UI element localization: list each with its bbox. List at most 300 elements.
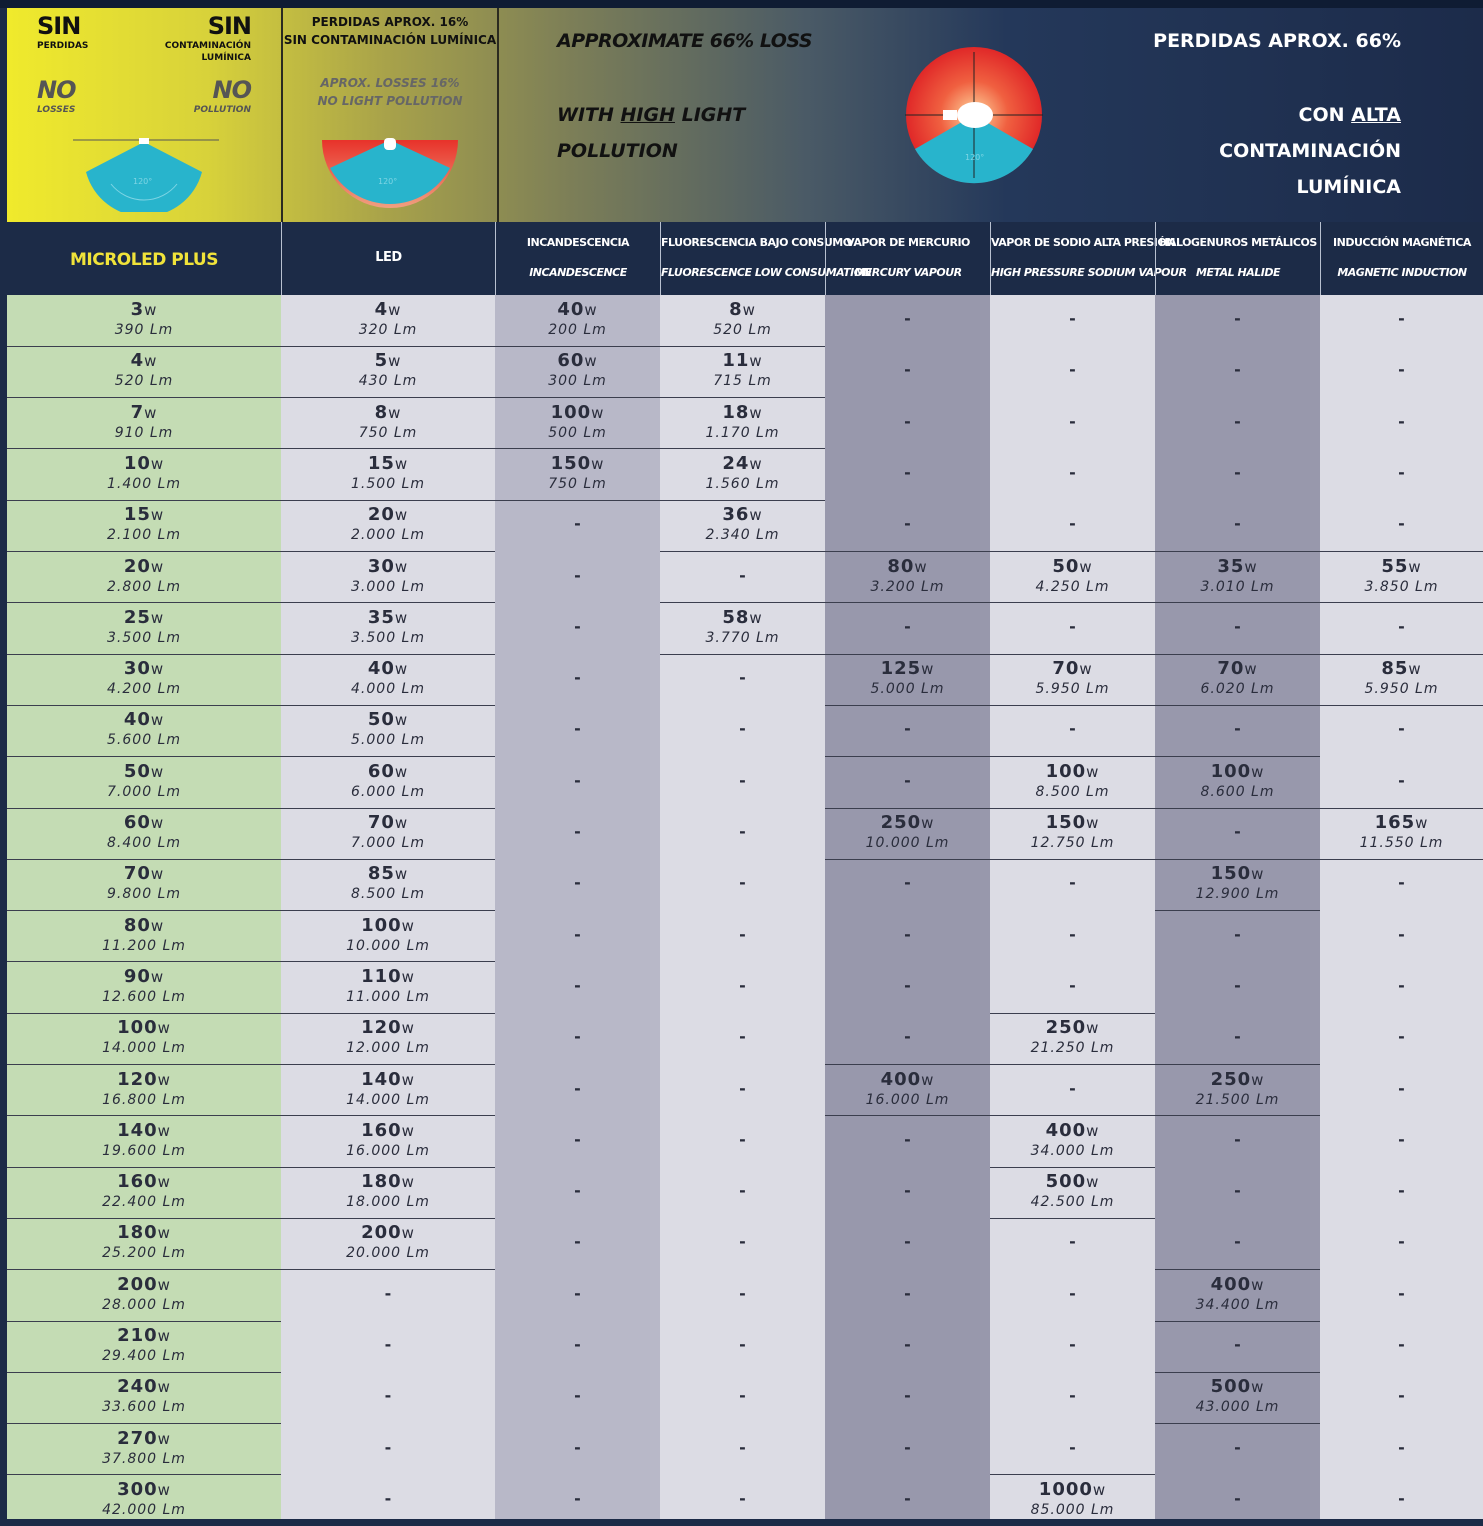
table-cell — [825, 398, 990, 449]
empty-value: - — [1398, 975, 1405, 995]
row-divider — [990, 1013, 1155, 1014]
table-cell — [1320, 808, 1483, 859]
wattage: 120w — [117, 1068, 171, 1090]
empty-value: - — [1069, 616, 1076, 636]
wattage: 10w — [123, 452, 165, 474]
row-divider — [825, 654, 990, 655]
row-divider — [990, 1167, 1155, 1168]
pollution-label: POLLUTION — [193, 105, 251, 115]
lumens: 3.500 Lm — [107, 629, 181, 646]
table-cell — [7, 1270, 281, 1321]
lumens: 16.000 Lm — [865, 1091, 950, 1108]
empty-value: - — [384, 1283, 392, 1303]
lumens: 1.400 Lm — [107, 475, 181, 492]
table-cell — [1320, 449, 1483, 500]
banner-no-losses — [7, 8, 281, 222]
empty-value: - — [739, 1027, 746, 1047]
lumens: 11.200 Lm — [102, 937, 186, 954]
lumens: 34.000 Lm — [1030, 1142, 1115, 1159]
lamp-beam-partial-icon — [320, 134, 460, 210]
header-sublabel: METAL HALIDE — [1196, 266, 1280, 279]
table-cell — [990, 1167, 1155, 1218]
empty-value: - — [384, 1488, 392, 1508]
table-cell — [281, 962, 495, 1013]
table-cell — [495, 449, 660, 500]
row-divider — [7, 1372, 281, 1373]
table-cell — [495, 1167, 660, 1218]
table-cell — [1155, 705, 1320, 756]
empty-value: - — [1234, 1027, 1241, 1047]
empty-value: - — [1398, 411, 1405, 431]
wattage: 15w — [367, 452, 409, 474]
table-cell — [281, 552, 495, 603]
row-divider — [1155, 1321, 1320, 1322]
row-divider — [1155, 551, 1320, 552]
empty-value: - — [739, 1129, 746, 1149]
wattage: 160w — [361, 1119, 415, 1141]
lumens: 750 Lm — [358, 424, 418, 441]
row-divider — [1155, 1423, 1320, 1424]
table-cell — [1320, 1218, 1483, 1269]
table-cell — [1155, 295, 1320, 346]
row-divider — [281, 397, 495, 398]
empty-value: - — [574, 924, 581, 944]
wattage: 85w — [367, 863, 409, 885]
table-cell — [281, 1372, 495, 1423]
wattage: 25w — [123, 606, 165, 628]
row-divider — [1155, 756, 1320, 757]
empty-value: - — [1398, 1078, 1405, 1098]
en-line1: APPROXIMATE 66% LOSS — [557, 30, 813, 52]
row-divider — [1155, 808, 1320, 809]
row-divider — [990, 551, 1155, 552]
row-divider — [7, 1115, 281, 1116]
row-divider — [495, 397, 660, 398]
lumens: 3.850 Lm — [1364, 578, 1439, 595]
row-divider — [7, 602, 281, 603]
row-divider — [281, 910, 495, 911]
table-cell — [281, 398, 495, 449]
empty-value: - — [904, 462, 911, 482]
empty-value: - — [739, 1488, 746, 1508]
table-cell — [7, 1167, 281, 1218]
column-header-led — [281, 222, 495, 295]
table-cell — [1320, 603, 1483, 654]
table-cell — [1155, 603, 1320, 654]
lumens: 43.000 Lm — [1195, 1399, 1280, 1416]
row-divider — [990, 859, 1155, 860]
table-cell — [825, 757, 990, 808]
table-cell — [825, 295, 990, 346]
wattage: 200w — [117, 1273, 171, 1295]
table-cell — [1155, 1475, 1320, 1526]
table-cell — [7, 603, 281, 654]
lumens: 390 Lm — [114, 322, 174, 338]
table-cell — [1320, 859, 1483, 910]
table-cell — [495, 808, 660, 859]
table-cell — [495, 1116, 660, 1167]
column-header-sodio — [990, 222, 1187, 295]
lumens: 2.000 Lm — [351, 527, 425, 544]
row-divider — [281, 808, 495, 809]
empty-value: - — [739, 924, 746, 944]
table-cell — [7, 1475, 281, 1526]
banner-66-loss — [497, 8, 1483, 222]
table-cell — [281, 1116, 495, 1167]
lumens: 11.000 Lm — [346, 988, 430, 1005]
empty-value: - — [574, 1386, 581, 1406]
wattage: 400w — [1210, 1273, 1265, 1295]
row-divider — [7, 397, 281, 398]
empty-value: - — [739, 873, 746, 893]
table-cell — [990, 1013, 1155, 1064]
row-divider — [495, 448, 660, 449]
empty-value: - — [574, 1129, 581, 1149]
table-cell — [660, 911, 825, 962]
empty-value: - — [1398, 1232, 1405, 1252]
empty-value: - — [574, 873, 581, 893]
row-divider — [7, 961, 281, 962]
lumens: 12.900 Lm — [1195, 886, 1280, 903]
table-cell — [825, 500, 990, 551]
row-divider — [1155, 910, 1320, 911]
table-cell — [7, 295, 281, 346]
empty-value: - — [1398, 1181, 1405, 1201]
row-divider — [7, 1013, 281, 1014]
row-divider — [1155, 602, 1320, 603]
row-divider — [281, 705, 495, 706]
empty-value: - — [1398, 360, 1405, 380]
table-cell — [990, 1424, 1155, 1475]
en-high: HIGH — [620, 104, 675, 126]
lumens: 42.000 Lm — [102, 1501, 186, 1518]
row-divider — [825, 551, 990, 552]
empty-value: - — [904, 1335, 911, 1354]
lumens: 520 Lm — [114, 373, 174, 390]
empty-value: - — [384, 1386, 392, 1406]
table-cell — [281, 1424, 495, 1475]
row-divider — [281, 1218, 495, 1219]
table-cell — [495, 1424, 660, 1475]
table-cell — [281, 346, 495, 397]
row-divider — [825, 756, 990, 757]
wattage: 200w — [361, 1222, 415, 1244]
table-cell — [660, 603, 825, 654]
en-light: LIGHT — [681, 104, 746, 126]
row-divider — [825, 808, 990, 809]
empty-value: - — [1069, 975, 1076, 995]
column-header-halo — [1155, 222, 1320, 295]
wattage: 400w — [880, 1068, 935, 1090]
table-cell — [281, 1270, 495, 1321]
table-cell — [1320, 346, 1483, 397]
table-cell — [660, 808, 825, 859]
wattage: 110w — [361, 965, 415, 987]
table-cell — [1155, 757, 1320, 808]
top-border — [0, 0, 1483, 8]
table-cell — [1320, 757, 1483, 808]
empty-value: - — [574, 822, 581, 841]
empty-value: - — [904, 924, 911, 944]
row-divider — [7, 859, 281, 860]
wattage: 300w — [117, 1478, 171, 1500]
lumens: 5.600 Lm — [107, 732, 181, 749]
table-cell — [990, 1475, 1155, 1526]
table-cell — [990, 449, 1155, 500]
lumens: 430 Lm — [358, 373, 418, 390]
header-label: HALOGENUROS METÁLICOS — [1159, 236, 1317, 249]
lumens: 34.400 Lm — [1195, 1296, 1280, 1313]
wattage: 70w — [123, 863, 165, 885]
wattage: 50w — [123, 760, 165, 782]
es-line1: PERDIDAS APROX. 66% — [1153, 30, 1401, 52]
lumens: 11.550 Lm — [1359, 835, 1444, 851]
row-divider — [281, 551, 495, 552]
wattage: 35w — [367, 606, 409, 628]
empty-value: - — [1069, 1386, 1076, 1406]
wattage: 3w — [130, 299, 158, 320]
row-divider — [990, 1064, 1155, 1065]
table-cell — [495, 1013, 660, 1064]
row-divider — [281, 654, 495, 655]
table-cell — [1320, 911, 1483, 962]
table-cell — [990, 654, 1155, 705]
sec2-line2: SIN CONTAMINACIÓN LUMÍNICA — [283, 33, 497, 47]
table-cell — [7, 808, 281, 859]
row-divider — [825, 602, 990, 603]
row-divider — [990, 1218, 1155, 1219]
empty-value: - — [904, 719, 911, 739]
table-cell — [281, 1065, 495, 1116]
wattage: 100w — [1045, 760, 1100, 782]
table-cell — [281, 705, 495, 756]
es-luminica: LUMÍNICA — [1296, 176, 1401, 198]
empty-value: - — [1234, 1335, 1241, 1354]
table-cell — [495, 1270, 660, 1321]
table-cell — [495, 705, 660, 756]
wattage: 20w — [367, 504, 409, 526]
table-header — [7, 222, 1483, 295]
row-divider — [7, 1474, 281, 1475]
table-cell — [990, 859, 1155, 910]
table-cell — [7, 1116, 281, 1167]
table-cell — [495, 962, 660, 1013]
es-alta: ALTA — [1351, 104, 1401, 126]
table-cell — [1320, 1475, 1483, 1526]
lumens: 14.000 Lm — [102, 1040, 186, 1057]
table-cell — [1155, 1424, 1320, 1475]
banner-16-loss — [281, 8, 499, 222]
lumens: 4.250 Lm — [1035, 578, 1110, 595]
table-cell — [1155, 500, 1320, 551]
empty-value: - — [384, 1335, 392, 1354]
table-cell — [1155, 449, 1320, 500]
lumens: 8.500 Lm — [1035, 783, 1110, 800]
row-divider — [281, 1167, 495, 1168]
sec2-line1: PERDIDAS APROX. 16% — [311, 15, 469, 29]
column-halo — [1155, 295, 1320, 1519]
table-cell — [1320, 1065, 1483, 1116]
lumens: 200 Lm — [548, 322, 607, 338]
empty-value: - — [574, 1335, 581, 1354]
row-divider — [1320, 705, 1483, 706]
wattage: 125w — [880, 658, 935, 680]
empty-value: - — [1398, 1283, 1405, 1303]
row-divider — [1155, 1115, 1320, 1116]
lumens: 910 Lm — [114, 424, 174, 441]
empty-value: - — [1234, 1129, 1241, 1149]
empty-value: - — [1234, 719, 1241, 739]
column-header-incand — [495, 222, 660, 295]
wattage: 58w — [722, 606, 763, 628]
row-divider — [1155, 859, 1320, 860]
row-divider — [7, 808, 281, 809]
empty-value: - — [739, 719, 746, 739]
column-merc — [825, 295, 990, 1519]
empty-value: - — [904, 1129, 911, 1149]
wattage: 35w — [1217, 555, 1258, 577]
table-cell — [7, 859, 281, 910]
empty-value: - — [904, 1027, 911, 1047]
wattage: 8w — [729, 299, 756, 320]
lumens: 500 Lm — [548, 424, 607, 441]
row-divider — [281, 346, 495, 347]
header-label: FLUORESCENCIA BAJO CONSUMO — [661, 236, 852, 249]
table-cell — [990, 500, 1155, 551]
table-cell — [1155, 398, 1320, 449]
empty-value: - — [1234, 1181, 1241, 1201]
row-divider — [990, 654, 1155, 655]
lumens: 5.950 Lm — [1035, 681, 1110, 698]
table-cell — [281, 654, 495, 705]
table-cell — [281, 500, 495, 551]
row-divider — [7, 1167, 281, 1168]
table-cell — [495, 1218, 660, 1269]
lumens: 12.600 Lm — [102, 988, 186, 1005]
table-cell — [7, 1065, 281, 1116]
table-cell — [7, 552, 281, 603]
header-label: MICROLED PLUS — [70, 250, 218, 270]
table-cell — [1320, 1321, 1483, 1372]
empty-value: - — [1234, 309, 1241, 328]
lumens: 6.000 Lm — [351, 783, 425, 800]
wattage: 150w — [1210, 863, 1265, 885]
header-label: INCANDESCENCIA — [526, 236, 630, 249]
row-divider — [281, 756, 495, 757]
lumens: 29.400 Lm — [102, 1348, 186, 1364]
table-cell — [495, 1475, 660, 1526]
wattage: 60w — [557, 350, 598, 372]
row-divider — [660, 551, 825, 552]
table-cell — [660, 1321, 825, 1372]
table-cell — [660, 859, 825, 910]
row-divider — [990, 705, 1155, 706]
empty-value: - — [1234, 975, 1241, 995]
table-cell — [7, 1424, 281, 1475]
table-cell — [281, 1321, 495, 1372]
wattage: 250w — [1045, 1017, 1100, 1039]
wattage: 100w — [117, 1017, 171, 1039]
lumens: 3.010 Lm — [1200, 578, 1275, 595]
empty-value: - — [904, 309, 911, 328]
row-divider — [495, 500, 660, 501]
lumens: 6.020 Lm — [1200, 681, 1275, 698]
table-cell — [281, 1218, 495, 1269]
empty-value: - — [739, 1437, 746, 1457]
table-cell — [7, 705, 281, 756]
table-cell — [281, 295, 495, 346]
table-cell — [281, 1475, 495, 1526]
empty-value: - — [739, 1386, 746, 1406]
en-pollution: POLLUTION — [557, 140, 678, 162]
row-divider — [281, 1115, 495, 1116]
wattage: 90w — [123, 965, 165, 987]
lumens: 9.800 Lm — [107, 886, 181, 903]
lumens: 3.500 Lm — [351, 629, 425, 646]
row-divider — [1320, 551, 1483, 552]
row-divider — [825, 705, 990, 706]
table-cell — [825, 1424, 990, 1475]
empty-value: - — [739, 565, 746, 585]
table-cell — [7, 398, 281, 449]
empty-value: - — [904, 1181, 911, 1201]
table-cell — [281, 757, 495, 808]
sin-right: SIN — [207, 12, 251, 40]
table-cell — [495, 603, 660, 654]
empty-value: - — [739, 1232, 746, 1252]
row-divider — [1155, 1064, 1320, 1065]
empty-value: - — [1069, 924, 1076, 944]
table-cell — [825, 552, 990, 603]
empty-value: - — [1069, 1078, 1076, 1098]
row-divider — [7, 654, 281, 655]
row-divider — [990, 1115, 1155, 1116]
table-cell — [990, 808, 1155, 859]
empty-value: - — [1069, 462, 1076, 482]
table-cell — [660, 1218, 825, 1269]
row-divider — [660, 397, 825, 398]
header-label: VAPOR DE MERCURIO — [846, 236, 970, 249]
table-cell — [281, 1167, 495, 1218]
wattage: 400w — [1045, 1119, 1100, 1141]
lumens: 19.600 Lm — [102, 1142, 186, 1159]
row-divider — [7, 1218, 281, 1219]
table-cell — [495, 552, 660, 603]
table-cell — [1155, 1321, 1320, 1372]
table-cell — [825, 1270, 990, 1321]
empty-value: - — [1234, 360, 1241, 380]
header-label: INDUCCIÓN MAGNÉTICA — [1333, 236, 1471, 249]
lumens: 715 Lm — [713, 373, 772, 390]
empty-value: - — [739, 1181, 746, 1201]
empty-value: - — [574, 668, 581, 688]
lumens: 320 Lm — [358, 322, 418, 338]
sec2-line4: NO LIGHT POLLUTION — [317, 94, 463, 108]
empty-value: - — [739, 1078, 746, 1098]
table-cell — [1320, 1116, 1483, 1167]
empty-value: - — [739, 975, 746, 995]
row-divider — [7, 448, 281, 449]
header-label: VAPOR DE SODIO ALTA PRESIÓN — [991, 236, 1175, 249]
table-cell — [990, 552, 1155, 603]
lumens: 37.800 Lm — [102, 1450, 186, 1467]
empty-value: - — [574, 1181, 581, 1201]
empty-value: - — [574, 1437, 581, 1457]
empty-value: - — [1398, 462, 1405, 482]
empty-value: - — [739, 822, 746, 841]
empty-value: - — [574, 1283, 581, 1303]
row-divider — [281, 1269, 495, 1270]
